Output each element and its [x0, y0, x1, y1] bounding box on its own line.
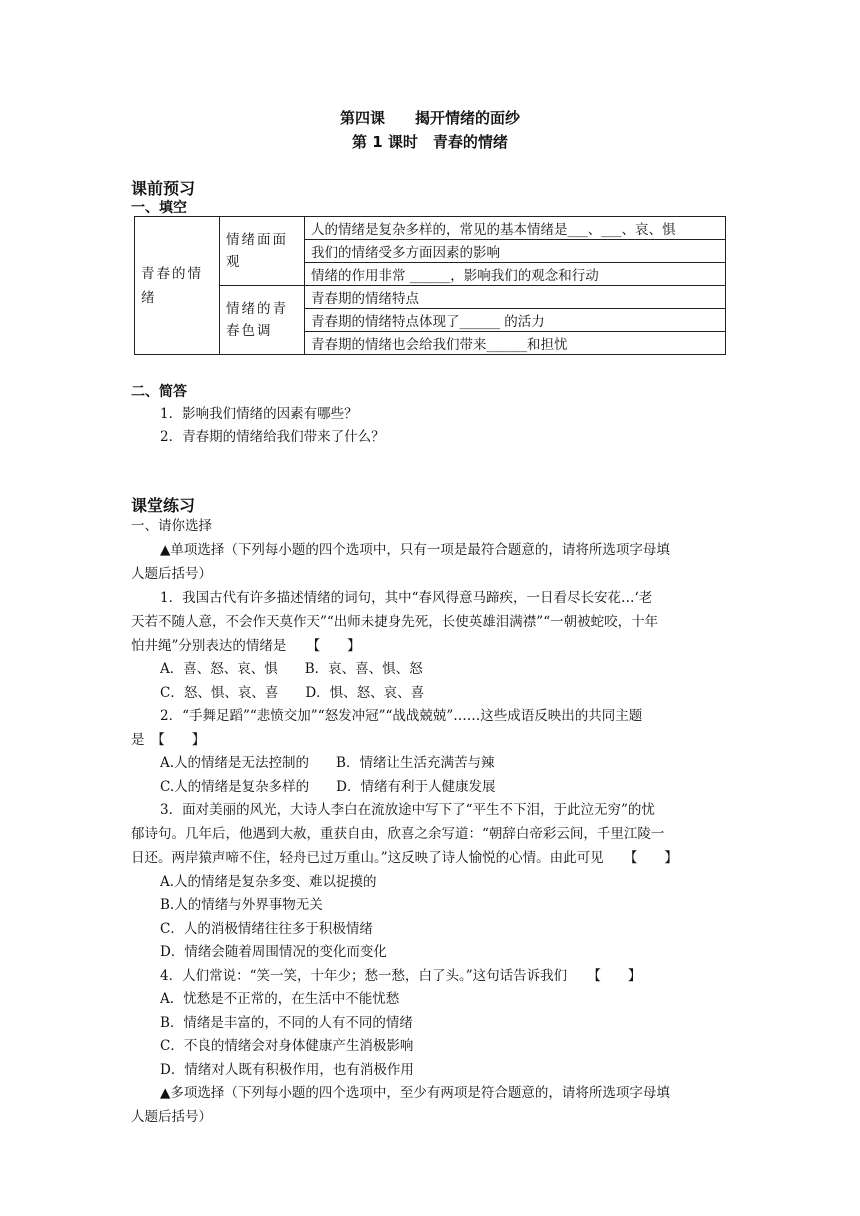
text-line: 人题后括号）	[131, 1109, 212, 1125]
q1-stem: 怕井绳”分别表达的情绪是 【 】	[131, 638, 361, 654]
q3-option: A.人的情绪是复杂多变、难以捉摸的	[160, 874, 377, 890]
q3-stem: 日还。两岸猿声啼不住，轻舟已过万重山。”这反映了诗人愉悦的心情。由此可见 【 】	[131, 850, 678, 866]
q1-stem: 天若不随人意，不会作天莫作天”“出师未捷身先死，长使英雄泪满襟”“一朝被蛇咬，十年	[131, 614, 659, 630]
question-line: 1．影响我们情绪的因素有哪些？	[160, 406, 358, 422]
lesson-title: 第四课 揭开情绪的面纱	[339, 109, 520, 127]
table-subtopic-1: 情绪面面观	[220, 217, 305, 286]
section-practice-heading: 课堂练习	[131, 496, 196, 515]
q4-option: D．情绪对人既有积极作用，也有消极作用	[160, 1062, 414, 1078]
section-preview-heading: 课前预习	[131, 179, 196, 198]
q4-option: C．不良的情绪会对身体健康产生消极影响	[160, 1038, 414, 1054]
q2-options: A.人的情绪是无法控制的 B．情绪让生活充满苦与辣	[160, 755, 495, 771]
q3-stem: 3．面对美丽的风光，大诗人李白在流放途中写下了“平生不下泪，于此泣无穷”的忧	[160, 802, 655, 818]
q3-option: D．情绪会随着周围情况的变化而变化	[160, 944, 387, 960]
q1-options: A．喜、怒、哀、惧 B．哀、喜、惧、怒	[160, 661, 423, 677]
table-subtopic-2: 情绪的青春色调	[220, 286, 305, 355]
table-row: 情绪的作用非常 ______，影响我们的观念和行动	[305, 263, 726, 286]
q2-stem: 2．“手舞足蹈”“悲愤交加”“怒发冲冠”“战战兢兢”……这些成语反映出的共同主题	[160, 708, 643, 724]
table-main-topic: 青春的情绪	[135, 217, 220, 355]
table-row: 青春期的情绪特点	[305, 286, 726, 309]
fill-blank-table	[134, 216, 726, 355]
q4-option: B．情绪是丰富的，不同的人有不同的情绪	[160, 1015, 413, 1031]
q3-option: B.人的情绪与外界事物无关	[160, 897, 323, 913]
q3-stem: 郁诗句。几年后，他遇到大赦，重获自由，欣喜之余写道：“朝辞白帝彩云间，千里江陵一	[131, 826, 665, 842]
short-answer-heading: 二、简答	[131, 384, 187, 400]
period-title: 第 1 课时 青春的情绪	[352, 133, 508, 151]
table-row: 人的情绪是复杂多样的，常见的基本情绪是___、___、哀、惧	[305, 217, 726, 240]
single-choice-instruction: ▲单项选择（下列每小题的四个选项中，只有一项是最符合题意的，请将所选项字母填	[160, 542, 670, 558]
text-line: 人题后括号）	[131, 566, 212, 582]
fill-blank-heading: 一、填空	[131, 200, 187, 216]
table-row: 我们的情绪受多方面因素的影响	[305, 240, 726, 263]
q2-stem: 是 【 】	[131, 732, 206, 748]
table-row: 青春期的情绪特点体现了______ 的活力	[305, 309, 726, 332]
question-line: 2．青春期的情绪给我们带来了什么？	[160, 429, 385, 445]
q1-stem: 1．我国古代有许多描述情绪的词句，其中“春风得意马蹄疾，一日看尽长安花…‘老	[160, 590, 653, 606]
q2-options: C.人的情绪是复杂多样的 D．情绪有利于人健康发展	[160, 779, 496, 795]
table-row: 青春期的情绪也会给我们带来______和担忧	[305, 332, 726, 355]
q4-option: A．忧愁是不正常的，在生活中不能忧愁	[160, 991, 400, 1007]
multi-choice-instruction: ▲多项选择（下列每小题的四个选项中，至少有两项是符合题意的，请将所选项字母填	[160, 1085, 670, 1101]
q3-option: C．人的消极情绪往往多于积极情绪	[160, 921, 373, 937]
q4-stem: 4．人们常说：“笑一笑，十年少；愁一愁，白了头。”这句话告诉我们 【 】	[160, 968, 642, 984]
practice-subheading: 一、请你选择	[131, 518, 212, 534]
q1-options: C．怒、惧、哀、喜 D．惧、怒、哀、喜	[160, 685, 425, 701]
